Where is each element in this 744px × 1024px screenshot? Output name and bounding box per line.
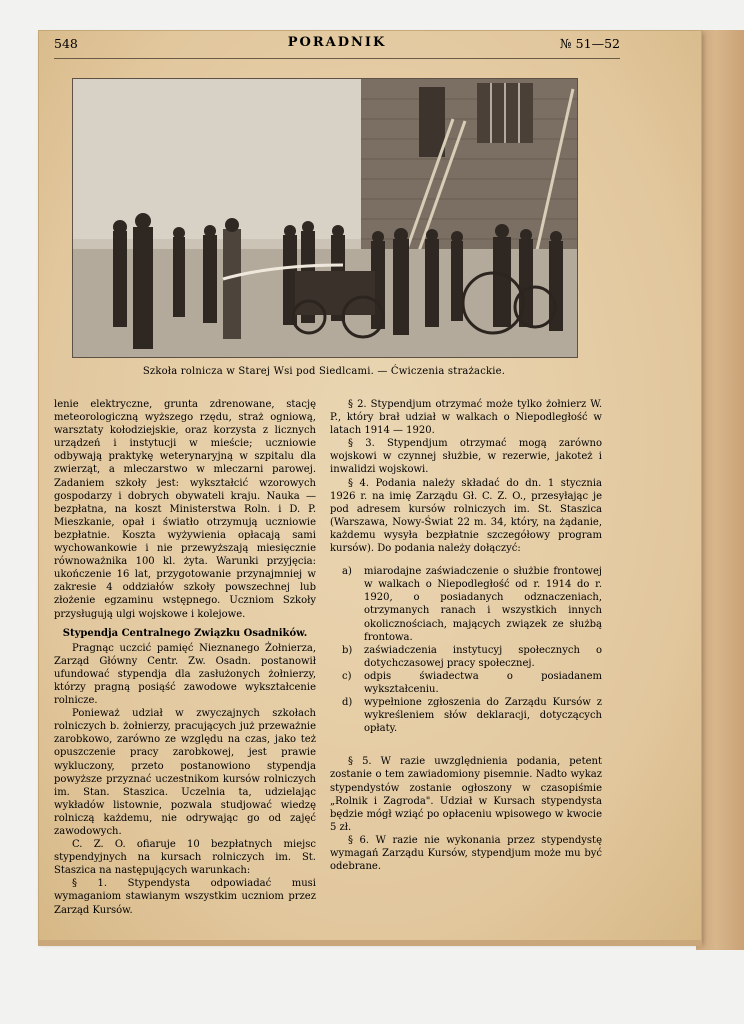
paragraph: § 3. Stypendjum otrzymać mogą zarówno wojskowi w czynnej służbie, w rezerwie, jakoteż i inwalidzi wojskowi.	[330, 438, 602, 476]
paragraph: § 4. Podania należy składać do dn. 1 stycznia 1926 r. na imię Zarządu Gł. C. Z. O., przesyłając je pod adresem kursów rolniczych im. St. Staszica (Warszawa, Nowy-Świat 22 m. 34, który, na żądanie, każdemu wysyła bezpłatnie szczegółowy program kursów). Do podania należy dołączyć:	[330, 477, 602, 555]
paragraph: Ponieważ udział w zwyczajnych szkołach rolniczych b. żołnierzy, pracujących już przeważnie zarobkowo, zarówno ze względu na czas, jako też opuszczenie pracy zarobkowej, jest prawie wykluczony, przeto postanowiono stypendja powyższe przyznać uczestnikom kursów rolniczych im. Stan. Staszica. Uczelnia ta, udzielając wykładów listownie, pozwala studjować wiedzę rolniczą każdemu, nie odrywając go od zajęć zawodowych.	[54, 708, 316, 837]
journal-title: PORADNIK	[287, 35, 387, 50]
header-rule	[54, 58, 620, 60]
book-spine	[696, 30, 744, 950]
right-column	[330, 398, 602, 873]
requirements-list	[330, 565, 602, 735]
list-item: a) miarodajne zaświadczenie o służbie frontowej w walkach o Niepodległość od r. 1914 do r. 1920, o posiadanych odznaczeniach, otrzymanych ranach i wszystkich innych okolicznościach, mających związek ze służbą frontowa.	[342, 566, 602, 643]
page-header	[54, 36, 620, 54]
photo-caption: Szkoła rolnicza w Starej Wsi pod Siedlcami. — Ćwiczenia strażackie.	[142, 366, 506, 377]
paragraph: C. Z. O. ofiaruje 10 bezpłatnych miejsc stypendyjnych na kursach rolniczych im. St. Staszica na następujących warunkach:	[54, 839, 316, 877]
list-item: b) zaświadczenia instytucyj społecznych o dotychczasowej pracy społecznej.	[342, 644, 602, 669]
issue-number: № 51—52	[559, 36, 620, 51]
photo-fire-drill	[72, 78, 578, 358]
paragraph: § 2. Stypendjum otrzymać może tylko żołnierz W. P., który brał udział w walkach o Niepodległość w latach 1914 — 1920.	[330, 399, 602, 437]
photo-illustration	[73, 79, 577, 357]
list-item: d) wypełnione zgłoszenia do Zarządu Kursów z wykreśleniem słów deklaracji, dotyczących opłaty.	[342, 697, 602, 735]
left-column	[54, 398, 316, 917]
paragraph: § 6. W razie nie wykonania przez stypendystę wymagań Zarządu Kursów, stypendjum może mu być odebrane.	[330, 834, 602, 873]
paragraph: Pragnąc uczcić pamięć Nieznanego Żołnierza, Zarząd Główny Centr. Zw. Osadn. postanowił ufundować stypendja dla zasłużonych żołnierzy, którzy pragną posiąść zawodowe wykształcenie rolnicze.	[54, 642, 316, 707]
section-heading: Stypendja Centralnego Związku Osadników.	[62, 627, 308, 639]
paragraph: § 1. Stypendysta odpowiadać musi wymaganiom stawianym wszystkim uczniom przez Zarząd Kursów.	[54, 878, 316, 916]
page-number: 548	[54, 36, 78, 51]
paragraph: lenie elektryczne, grunta zdrenowane, stację meteorologiczną wyższego rzędu, straż ogniową, warsztaty kołodziejskie, oraz korzysta z licznych urządzeń i instytucji w mieście; uczniowie odbywają praktykę weterynaryjną w szpitalu dla zwierząt, a mleczarstwo w mleczarni parowej. Zadaniem szkoły jest: wykształcić wzorowych gospodarzy i dobrych obywateli kraju. Nauka — bezpłatna, na koszt Ministerstwa Roln. i D. P. Mieszkanie, opał i światło otrzymują uczniowie bezpłatnie. Koszta wyżywienia opłacają sami wychowankowie i nie przewyższają miesięcznie równoważnika 100 kl. żyta. Warunki przyjęcia: ukończenie 16 lat, przygotowanie przynajmniej w zakresie 4 oddziałów szkoły powszechnej lub złożenie egzaminu wstępnego. Uczniom Szkoły przysługują ulgi wojskowe i kolejowe.	[54, 399, 316, 620]
list-item: c) odpis świadectwa o posiadanem wykształceniu.	[342, 670, 602, 695]
paragraph: § 5. W razie uwzględnienia podania, petent zostanie o tem zawiadomiony pisemnie. Nadto wykaz stypendystów zostanie ogłoszony w czasopiśmie „Rolnik i Zagroda". Udział w Kursach stypendysta będzie mógł wziąć po opłaceniu wpisowego w kwocie 5 zł.	[330, 756, 602, 833]
page-edge	[38, 940, 702, 946]
